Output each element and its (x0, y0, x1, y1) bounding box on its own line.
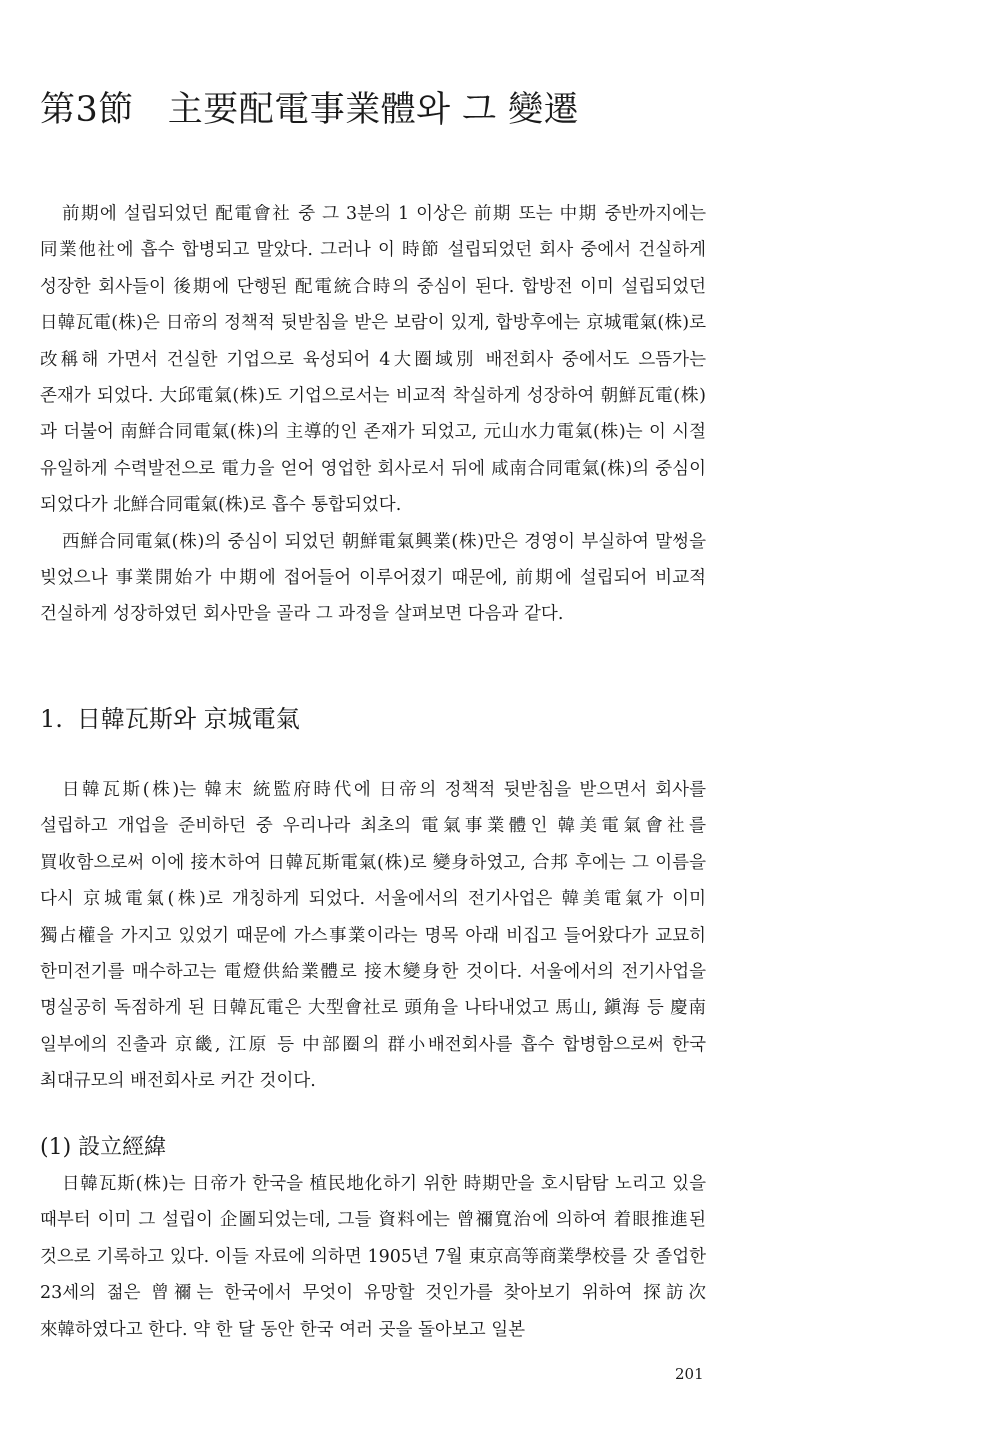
section-heading (40, 702, 300, 736)
intro-paragraph-1: 前期에 설립되었던 配電會社 중 그 3분의 1 이상은 前期 또는 中期 중반까지에는 同業他社에 흡수 합병되고 말았다. 그러나 이 時節 설립되었던 회사 중에서 건실하게 성장한 회사들이 後期에 단행된 配電統合時의 중심이 된다. 합방전 이미 설립되었던 日韓瓦電(株)은 日帝의 정책적 뒷받침을 받은 보람이 있게, 합방후에는 京城電氣(株)로 改稱해 가면서 건실한 기업으로 육성되어 4大圈域別 배전회사 중에서도 으뜸가는 존재가 되었다. 大邱電氣(株)도 기업으로서는 비교적 착실하게 성장하여 朝鮮瓦電(株)과 더불어 南鮮合同電氣(株)의 主導的인 존재가 되었고, 元山水力電氣(株)는 이 시절 유일하게 수력발전으로 電力을 얻어 영업한 회사로서 뒤에 咸南合同電氣(株)의 중심이 되었다가 北鮮合同電氣(株)로 흡수 통합되었다. (40, 204, 706, 516)
subsection-title: 設立經緯 (78, 1135, 167, 1160)
section-body (40, 772, 706, 1100)
chapter-number: 第3節 (40, 90, 134, 130)
chapter-title (40, 86, 940, 134)
page-number: 201 (675, 1365, 704, 1383)
section-paragraph-1: 日韓瓦斯(株)는 韓末 統監府時代에 日帝의 정책적 뒷받침을 받으면서 회사를 설립하고 개업을 준비하던 중 우리나라 최초의 電氣事業體인 韓美電氣會社를 買收함으로써 이에 接木하여 日韓瓦斯電氣(株)로 變身하였고, 合邦 후에는 그 이름을 다시 京城電氣(株)로 개칭하게 되었다. 서울에서의 전기사업은 韓美電氣가 이미 獨占權을 가지고 있었기 때문에 가스事業이라는 명목 아래 비집고 들어왔다가 교묘히 한미전기를 매수하고는 電燈供給業體로 接木變身한 것이다. 서울에서의 전기사업을 명실공히 독점하게 된 日韓瓦電은 大型會社로 頭角을 나타내었고 馬山, 鎭海 등 慶南 일부에의 진출과 京畿, 江原 등 中部圈의 群小배전회사를 흡수 합병함으로써 한국 최대규모의 배전회사로 커간 것이다. (40, 780, 706, 1092)
subsection-number: (1) (40, 1135, 72, 1160)
chapter-title-text: 主要配電事業體와 그 變遷 (167, 90, 580, 130)
intro-paragraph-2: 西鮮合同電氣(株)의 중심이 되었던 朝鮮電氣興業(株)만은 경영이 부실하여 말썽을 빚었으나 事業開始가 中期에 접어들어 이루어졌기 때문에, 前期에 설립되어 비교적 건실하게 성장하였던 회사만을 골라 그 과정을 살펴보면 다음과 같다. (40, 531, 706, 625)
subsection-paragraph-1: 日韓瓦斯(株)는 日帝가 한국을 植民地化하기 위한 時期만을 호시탐탐 노리고 있을 때부터 이미 그 설립이 企圖되었는데, 그들 資料에는 曾禰寬治에 의하여 着眼推進된 것으로 기록하고 있다. 이들 자료에 의하면 1905년 7월 東京高等商業學校를 갓 졸업한 23세의 젊은 曾禰는 한국에서 무엇이 유망할 것인가를 찾아보기 위하여 探訪次 來韓하였다고 한다. 약 한 달 동안 한국 여러 곳을 돌아보고 일본 (40, 1174, 706, 1340)
subsection-body (40, 1166, 706, 1348)
intro-body (40, 196, 706, 633)
section-number: 1. (40, 705, 63, 733)
section-title: 日韓瓦斯와 京城電氣 (76, 705, 300, 733)
subsection-heading (40, 1132, 166, 1164)
